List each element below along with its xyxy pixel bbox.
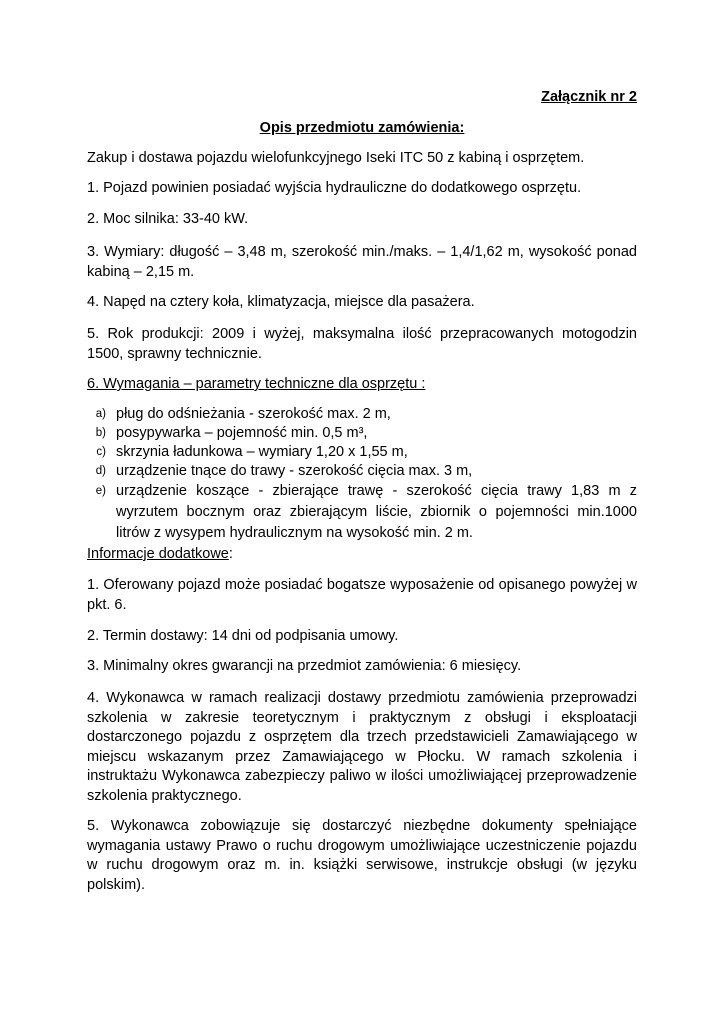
- additional-info-label: Informacje dodatkowe: [87, 546, 229, 562]
- info-point-5: 5. Wykonawca zobowiązuje się dostarczyć niezbędne dokumenty spełniające wymagania ustawy Prawo o ruchu drogowym umożliwiające uczestniczenie pojazdu w ruchu drogowym oraz m. in. książki serwisowe, instrukcje obsługi (w języku polskim).: [87, 818, 637, 893]
- point-4: 4. Napęd na cztery koła, klimatyzacja, miejsce dla pasażera.: [87, 294, 475, 310]
- info-point-1: 1. Oferowany pojazd może posiadać bogatsze wyposażenie od opisanego powyżej w pkt. 6.: [87, 577, 637, 613]
- section-6-heading: 6. Wymagania – parametry techniczne dla osprzętu :: [87, 376, 426, 392]
- list-item: [87, 462, 637, 481]
- list-item: [87, 405, 637, 424]
- list-item-text: urządzenie koszące - zbierające trawę - szerokość cięcia trawy 1,83 m z wyrzutem bocznym oraz zbierającym liście, zbiornik o pojemności min.1000 litrów z wysypem hydraulicznym na wysokość min. 2 m.: [116, 483, 637, 541]
- point-5: 5. Rok produkcji: 2009 i wyżej, maksymalna ilość przepracowanych motogodzin 1500, sprawny technicznie.: [87, 326, 637, 362]
- info-point-2: 2. Termin dostawy: 14 dni od podpisania umowy.: [87, 628, 399, 644]
- list-marker: d): [95, 465, 106, 477]
- intro-paragraph: Zakup i dostawa pojazdu wielofunkcyjnego Iseki ITC 50 z kabiną i osprzętem.: [87, 150, 585, 166]
- list-item-text: urządzenie tnące do trawy - szerokość cięcia max. 3 m,: [116, 463, 473, 479]
- list-item: [87, 443, 637, 462]
- list-item-text: pług do odśnieżania - szerokość max. 2 m,: [116, 406, 391, 422]
- equipment-list: [87, 405, 637, 544]
- info-point-3: 3. Minimalny okres gwarancji na przedmiot zamówienia: 6 miesięcy.: [87, 658, 522, 674]
- list-item: [87, 424, 637, 443]
- list-marker: b): [95, 427, 106, 439]
- annex-label: Załącznik nr 2: [541, 89, 637, 105]
- list-marker: c): [96, 446, 106, 458]
- point-3: 3. Wymiary: długość – 3,48 m, szerokość min./maks. – 1,4/1,62 m, wysokość ponad kabiną – 2,15 m.: [87, 244, 637, 280]
- list-marker: e): [95, 485, 106, 497]
- list-item: [87, 481, 637, 544]
- additional-info-heading: [87, 545, 637, 565]
- additional-info-colon: :: [228, 546, 233, 562]
- point-1: 1. Pojazd powinien posiadać wyjścia hydrauliczne do dodatkowego osprzętu.: [87, 180, 582, 196]
- info-point-4: 4. Wykonawca w ramach realizacji dostawy przedmiotu zamówienia przeprowadzi szkolenia w zakresie teoretycznym i praktycznym z obsługi i eksploatacji dostarczonego pojazdu z osprzętem dla trzech przedstawicieli Zamawiającego w miejscu wskazanym przez Zamawiającego w Płocku. W ramach szkolenia i instruktażu Wykonawca zabezpieczy paliwo w ilości umożliwiającej przeprowadzenie szkolenia praktycznego.: [87, 690, 637, 804]
- list-item-text: posypywarka – pojemność min. 0,5 m³,: [116, 425, 368, 441]
- point-2: 2. Moc silnika: 33-40 kW.: [87, 211, 249, 227]
- list-item-text: skrzynia ładunkowa – wymiary 1,20 x 1,55 m,: [116, 444, 408, 460]
- list-marker: a): [95, 408, 106, 420]
- document-title: Opis przedmiotu zamówienia:: [259, 120, 465, 136]
